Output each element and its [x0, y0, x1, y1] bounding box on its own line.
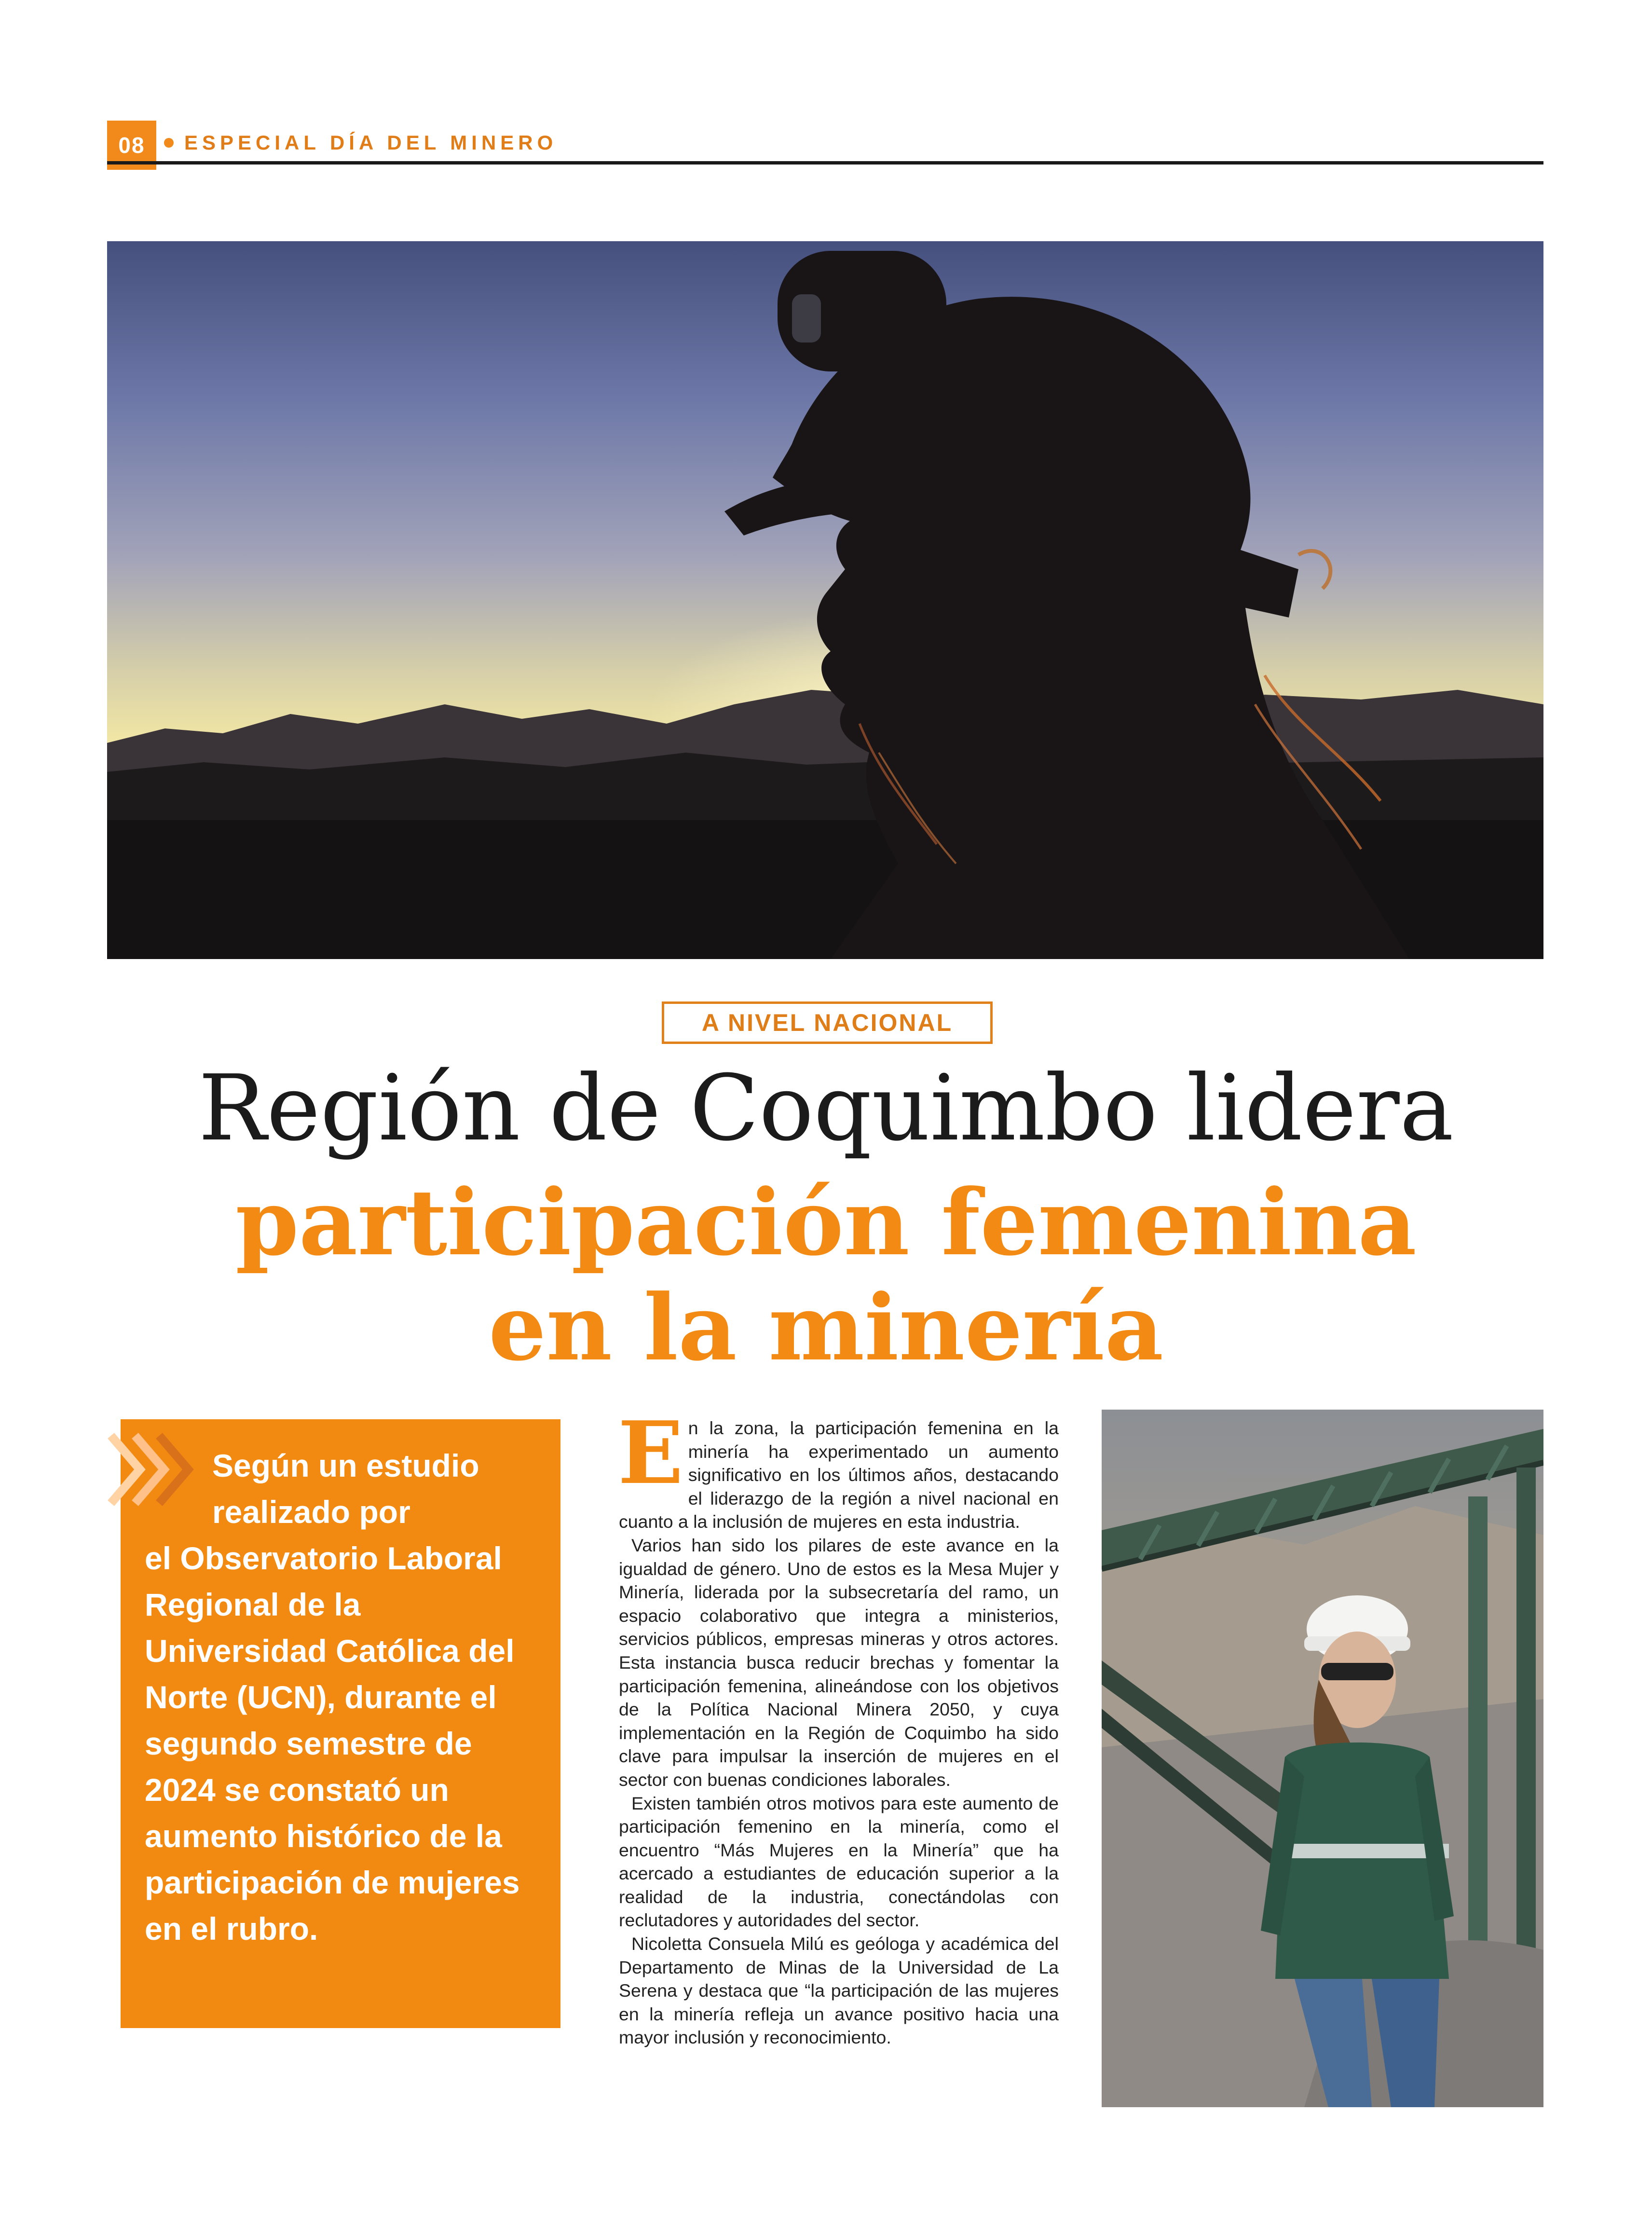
paragraph-2: Varios han sido los pilares de este avance en la igualdad de género. Uno de estos es la Mesa Mujer y Minería, liderada por la subsecretaría del ramo, un espacio colaborativo que integra a ministerios, servicios públicos, empresas mineras y otros actores. Esta instancia busca reducir brechas y fomentar la participación femenina, alineándose con los objetivos de la Política Nacional Minera 2050, y cuya implementación en la Región de Coquimbo ha sido clave para impulsar la inserción de mujeres en el sector con buenas condiciones laborales. — [619, 1535, 1059, 1790]
section-bullet — [164, 138, 174, 148]
pull-quote-line-1: Según un estudio — [212, 1448, 479, 1483]
hero-illustration — [107, 241, 1543, 959]
paragraph-4: Nicoletta Consuela Milú es geóloga y académica del Departamento de Minas de la Universidad de La Serena y destaca que “la participación de las mujeres en la minería refleja un avance positivo hacia una mayor inclusión y reconocimiento. — [619, 1934, 1059, 2048]
paragraph-3: Existen también otros motivos para este aumento de participación femenino en la minería, como el encuentro “Más Mujeres en la Minería” que ha acercado a estudiantes de educación superior a la realidad de la industria, conectándolas con reclutadores y autoridades del sector. — [619, 1793, 1059, 1931]
side-photo — [1102, 1410, 1543, 2107]
headline-line-3: en la minería — [488, 1275, 1164, 1381]
paragraph-1-text: n la zona, la participación femenina en la minería ha experimentado un aumento significativo en los últimos años, destacando el liderazgo de la región a nivel nacional en cuanto a la inclusión de mujeres en esta industria. — [619, 1418, 1059, 1532]
pull-quote-body: el Observatorio Laboral Regional de la Universidad Católica del Norte (UCN), durante el segundo semestre de 2024 se constató un aumento histórico de la participación de mujeres en el rubro. — [145, 1540, 520, 1947]
section-label: ESPECIAL DÍA DEL MINERO — [184, 131, 558, 154]
paragraph-1 — [618, 1402, 1059, 1534]
drop-cap: E — [618, 1402, 683, 1503]
page-number: 08 — [107, 121, 156, 170]
headline-line-1: Región de Coquimbo lidera — [198, 1056, 1454, 1161]
pull-quote-box — [121, 1419, 560, 2028]
pull-quote-text — [145, 1442, 541, 1952]
header-rule — [107, 161, 1543, 165]
kicker-label: A NIVEL NACIONAL — [662, 1001, 993, 1044]
chevron-arrows-icon — [106, 1431, 198, 1508]
article-body — [618, 1402, 1059, 2049]
hero-photo — [107, 241, 1543, 959]
side-photo-illustration — [1102, 1410, 1543, 2107]
headline-line-2: participación femenina — [235, 1169, 1417, 1276]
pull-quote-line-2: realizado por — [212, 1494, 410, 1530]
